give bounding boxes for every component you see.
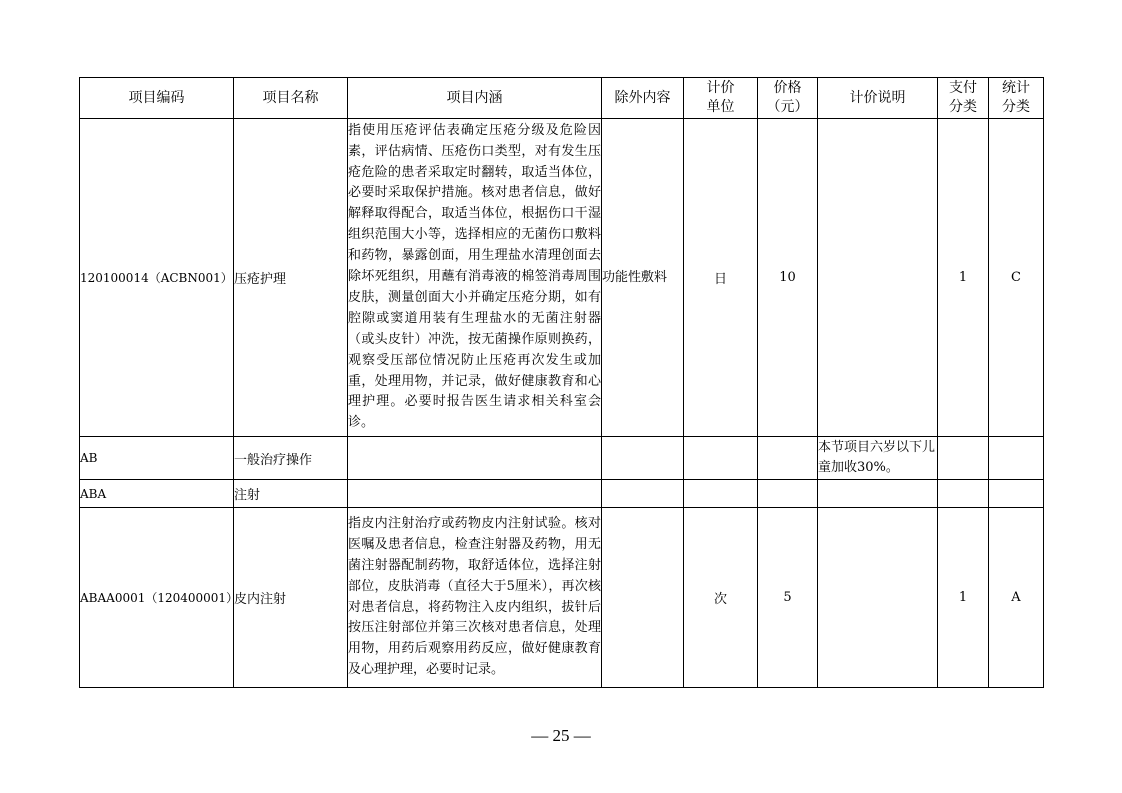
- cell-unit: 次: [684, 508, 758, 688]
- cell-code: 120100014（ACBN001）: [80, 119, 234, 437]
- cell-name: 压疮护理: [234, 119, 348, 437]
- page-number: — 25 —: [531, 726, 591, 745]
- cell-exclusions: [602, 480, 684, 508]
- table-row: [80, 119, 1044, 437]
- cell-pricing-note: [818, 119, 938, 437]
- cell-unit: [684, 480, 758, 508]
- header-statistic: 统计 分类: [989, 78, 1044, 119]
- header-payment: 支付 分类: [938, 78, 989, 119]
- cell-statistic: C: [989, 119, 1044, 437]
- cell-content: [348, 480, 602, 508]
- cell-name: 注射: [234, 480, 348, 508]
- header-unit: 计价 单位: [684, 78, 758, 119]
- cell-pricing-note: [818, 508, 938, 688]
- header-name: 项目名称: [234, 78, 348, 119]
- cell-content: 指皮内注射治疗或药物皮内注射试验。核对医嘱及患者信息，检查注射器及药物，用无菌注射器配制药物，取舒适体位，选择注射部位，皮肤消毒（直径大于5厘米），再次核对患者信息，将药物注入皮内组织，拔针后按压注射部位并第三次核对患者信息，处理用物，用药后观察用药反应，做好健康教育及心理护理，必要时记录。: [348, 508, 602, 688]
- header-row: [80, 78, 1044, 119]
- cell-pricing-note: [818, 480, 938, 508]
- cell-code: ABAA0001（120400001）: [80, 508, 234, 688]
- cell-exclusions: [602, 508, 684, 688]
- cell-price: [758, 437, 818, 480]
- header-pricing-note: 计价说明: [818, 78, 938, 119]
- cell-pricing-note: 本节项目六岁以下儿童加收30%。: [818, 437, 938, 480]
- cell-price: [758, 480, 818, 508]
- table-row: [80, 508, 1044, 688]
- cell-payment: [938, 480, 989, 508]
- cell-unit: [684, 437, 758, 480]
- cell-content: 指使用压疮评估表确定压疮分级及危险因素，评估病情、压疮伤口类型，对有发生压疮危险的患者采取定时翻转，取适当体位，必要时采取保护措施。核对患者信息，做好解释取得配合，取适当体位，根据伤口干湿组织范围大小等，选择相应的无菌伤口敷料和药物，暴露创面，用生理盐水清理创面去除坏死组织，用蘸有消毒液的棉签消毒周围皮肤，测量创面大小并确定压疮分期，如有腔隙或窦道用装有生理盐水的无菌注射器（或头皮针）冲洗，按无菌操作原则换药，观察受压部位情况防止压疮再次发生或加重，处理用物，并记录，做好健康教育和心理护理。必要时报告医生请求相关科室会诊。: [348, 119, 602, 437]
- cell-name: 一般治疗操作: [234, 437, 348, 480]
- cell-payment: 1: [938, 119, 989, 437]
- cell-statistic: [989, 437, 1044, 480]
- cell-statistic: [989, 480, 1044, 508]
- pricing-table: [79, 77, 1044, 688]
- cell-name: 皮内注射: [234, 508, 348, 688]
- cell-payment: [938, 437, 989, 480]
- cell-exclusions: 功能性敷料: [602, 119, 684, 437]
- table-row: [80, 480, 1044, 508]
- header-content: 项目内涵: [348, 78, 602, 119]
- table-row: [80, 437, 1044, 480]
- cell-code: AB: [80, 437, 234, 480]
- cell-code: ABA: [80, 480, 234, 508]
- cell-price: 5: [758, 508, 818, 688]
- cell-payment: 1: [938, 508, 989, 688]
- cell-exclusions: [602, 437, 684, 480]
- cell-price: 10: [758, 119, 818, 437]
- cell-content: [348, 437, 602, 480]
- header-code: 项目编码: [80, 78, 234, 119]
- header-price: 价格 （元）: [758, 78, 818, 119]
- cell-unit: 日: [684, 119, 758, 437]
- cell-statistic: A: [989, 508, 1044, 688]
- header-exclusions: 除外内容: [602, 78, 684, 119]
